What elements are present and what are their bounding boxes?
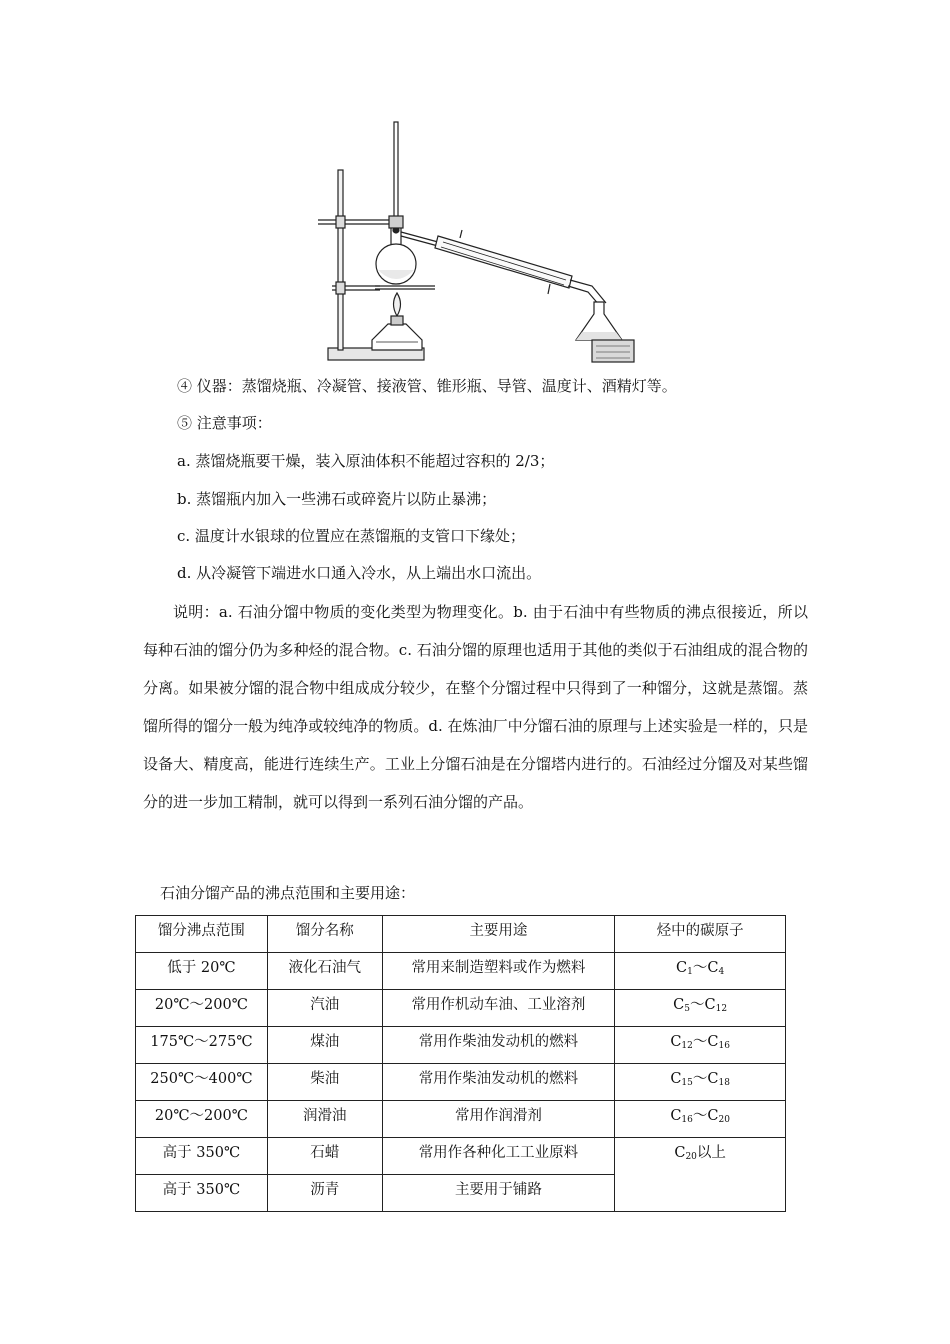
carbon-symbol: C	[707, 1071, 719, 1087]
boiling-range-cell: 175℃～275℃	[136, 1027, 268, 1064]
note-a: a. 蒸馏烧瓶要干燥，装入原油体积不能超过容积的 2/3；	[177, 452, 555, 470]
carbon-symbol: C	[707, 1034, 719, 1050]
carbon-count-min: 1	[687, 967, 693, 977]
table-row	[136, 1064, 786, 1101]
carbon-atoms-cell	[615, 1101, 786, 1138]
carbon-count-max: 12	[715, 1004, 728, 1014]
boiling-range-cell: 低于 20℃	[136, 953, 268, 990]
header-cell: 主要用途	[382, 916, 615, 953]
header-cell: 馏分沸点范围	[136, 916, 268, 953]
main-use-cell: 常用作柴油发动机的燃料	[382, 1027, 615, 1064]
explanation-paragraph: 说明：a. 石油分馏中物质的变化类型为物理变化。b. 由于石油中有些物质的沸点很接近，所以每种石油的馏分仍为多种烃的混合物。c. 石油分馏的原理也适用于其他的类似于石油组成的混合物的分离。如果被分馏的混合物中组成成分较少，在整个分馏过程中只得到了一种馏分，这就是蒸馏。蒸馏所得的馏分一般为纯净或较纯净的物质。d. 在炼油厂中分馏石油的原理与上述实验是一样的，只是设备大、精度高，能进行连续生产。工业上分馏石油是在分馏塔内进行的。石油经过分馏及对某些馏分的进一步加工精制，就可以得到一系列石油分馏的产品。	[143, 603, 808, 811]
carbon-count-min: 16	[681, 1115, 693, 1125]
note-d: d. 从冷凝管下端进水口通入冷水，从上端出水口流出。	[177, 564, 542, 582]
carbon-symbol: C	[704, 997, 716, 1013]
instrument-list: ④ 仪器：蒸馏烧瓶、冷凝管、接液管、锥形瓶、导管、温度计、酒精灯等。	[177, 377, 677, 395]
carbon-atoms-cell	[615, 990, 786, 1027]
range-separator: ～	[692, 1071, 708, 1087]
carbon-atoms-cell	[615, 1027, 786, 1064]
carbon-count-min: 20	[685, 1152, 697, 1162]
table-row	[136, 1138, 786, 1175]
boiling-range-cell: 250℃～400℃	[136, 1064, 268, 1101]
carbon-count-max: 18	[718, 1078, 730, 1088]
carbon-symbol: C	[670, 1071, 682, 1087]
carbon-count-min: 5	[684, 1004, 691, 1014]
fraction-name-cell: 液化石油气	[267, 953, 382, 990]
carbon-symbol: C	[707, 960, 719, 976]
main-use-cell: 主要用于铺路	[382, 1175, 615, 1212]
header-cell: 馏分名称	[267, 916, 382, 953]
carbon-count-min: 12	[681, 1041, 693, 1051]
boiling-range-cell: 高于 350℃	[136, 1138, 268, 1175]
carbon-symbol: C	[676, 960, 688, 976]
header-cell: 烃中的碳原子	[615, 916, 786, 953]
carbon-suffix: 以上	[696, 1145, 726, 1161]
boiling-range-cell: 20℃～200℃	[136, 1101, 268, 1138]
fraction-name-cell: 柴油	[267, 1064, 382, 1101]
fraction-name-cell: 煤油	[267, 1027, 382, 1064]
range-separator: ～	[692, 1034, 708, 1050]
carbon-symbol: C	[707, 1108, 719, 1124]
carbon-symbol: C	[673, 997, 685, 1013]
table-header-row	[136, 916, 786, 953]
notes-title: ⑤ 注意事项：	[177, 414, 272, 432]
fraction-name-cell: 润滑油	[267, 1101, 382, 1138]
table-caption: 石油分馏产品的沸点范围和主要用途：	[160, 884, 416, 902]
table-row	[136, 953, 786, 990]
carbon-atoms-cell	[615, 953, 786, 990]
carbon-count-min: 15	[681, 1078, 693, 1088]
range-separator: ～	[692, 960, 708, 976]
boiling-range-cell: 高于 350℃	[136, 1175, 268, 1212]
table-row	[136, 1027, 786, 1064]
table-row	[136, 1101, 786, 1138]
carbon-count-max: 20	[718, 1115, 730, 1125]
distillation-apparatus-illustration	[310, 118, 640, 368]
main-use-cell: 常用来制造塑料或作为燃料	[382, 953, 615, 990]
carbon-symbol: C	[670, 1034, 682, 1050]
carbon-symbol: C	[674, 1145, 686, 1161]
main-use-cell: 常用作润滑剂	[382, 1101, 615, 1138]
boiling-range-cell: 20℃～200℃	[136, 990, 268, 1027]
table-row	[136, 990, 786, 1027]
main-use-cell: 常用作各种化工工业原料	[382, 1138, 615, 1175]
range-separator: ～	[692, 1108, 708, 1124]
main-use-cell: 常用作柴油发动机的燃料	[382, 1064, 615, 1101]
fraction-name-cell: 石蜡	[267, 1138, 382, 1175]
note-b: b. 蒸馏瓶内加入一些沸石或碎瓷片以防止暴沸；	[177, 490, 497, 508]
carbon-count-max: 4	[718, 967, 725, 977]
range-separator: ～	[690, 997, 705, 1013]
main-use-cell: 常用作机动车油、工业溶剂	[382, 990, 615, 1027]
carbon-count-max: 16	[718, 1041, 730, 1051]
fraction-name-cell: 汽油	[267, 990, 382, 1027]
carbon-atoms-cell	[615, 1064, 786, 1101]
carbon-atoms-merged-cell	[615, 1138, 786, 1212]
petroleum-fractions-table	[135, 915, 786, 1212]
carbon-symbol: C	[670, 1108, 682, 1124]
fraction-name-cell: 沥青	[267, 1175, 382, 1212]
note-c: c. 温度计水银球的位置应在蒸馏瓶的支管口下缘处；	[177, 527, 525, 545]
